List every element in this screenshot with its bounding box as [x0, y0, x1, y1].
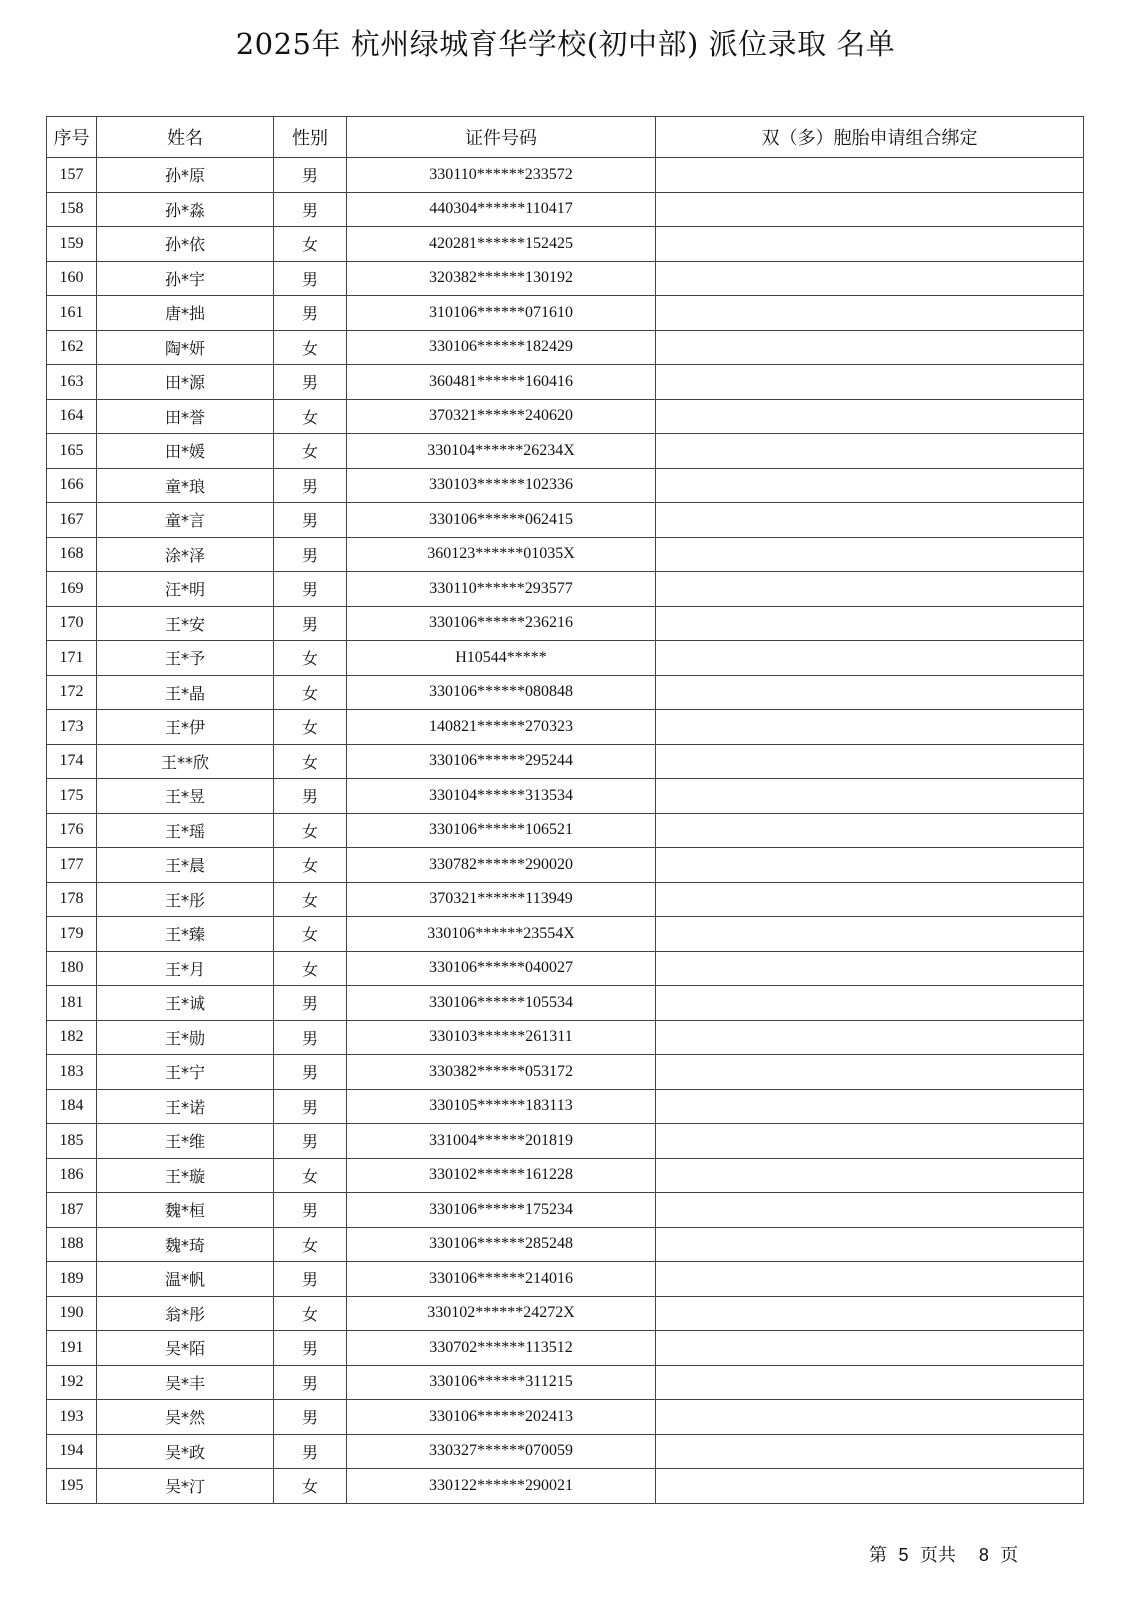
cell-twins-binding — [656, 227, 1084, 262]
cell-id-number: 330106******214016 — [347, 1262, 656, 1297]
cell-index: 165 — [47, 434, 97, 469]
table-row — [47, 710, 1084, 745]
table-row — [47, 813, 1084, 848]
cell-index: 177 — [47, 848, 97, 883]
cell-gender: 男 — [274, 1089, 347, 1124]
cell-id-number: 440304******110417 — [347, 192, 656, 227]
cell-name: 王*诚 — [97, 986, 274, 1021]
cell-twins-binding — [656, 848, 1084, 883]
table-body — [47, 158, 1084, 1504]
cell-twins-binding — [656, 1296, 1084, 1331]
cell-gender: 女 — [274, 399, 347, 434]
cell-name: 吴*政 — [97, 1434, 274, 1469]
cell-index: 167 — [47, 503, 97, 538]
cell-index: 171 — [47, 641, 97, 676]
cell-gender: 男 — [274, 1020, 347, 1055]
cell-twins-binding — [656, 744, 1084, 779]
cell-index: 173 — [47, 710, 97, 745]
cell-name: 王*诺 — [97, 1089, 274, 1124]
cell-gender: 女 — [274, 848, 347, 883]
table-row — [47, 330, 1084, 365]
cell-twins-binding — [656, 1262, 1084, 1297]
cell-twins-binding — [656, 330, 1084, 365]
cell-gender: 男 — [274, 1124, 347, 1159]
cell-twins-binding — [656, 1124, 1084, 1159]
table-row — [47, 468, 1084, 503]
cell-id-number: 330103******102336 — [347, 468, 656, 503]
cell-id-number: 330104******313534 — [347, 779, 656, 814]
table-row — [47, 158, 1084, 193]
cell-twins-binding — [656, 503, 1084, 538]
cell-name: 魏*琦 — [97, 1227, 274, 1262]
cell-gender: 男 — [274, 572, 347, 607]
cell-twins-binding — [656, 1158, 1084, 1193]
cell-name: 王*维 — [97, 1124, 274, 1159]
cell-index: 179 — [47, 917, 97, 952]
cell-name: 孙*依 — [97, 227, 274, 262]
cell-twins-binding — [656, 1331, 1084, 1366]
table-row — [47, 1469, 1084, 1504]
cell-gender: 女 — [274, 641, 347, 676]
cell-index: 185 — [47, 1124, 97, 1159]
cell-id-number: 330106******182429 — [347, 330, 656, 365]
cell-twins-binding — [656, 1365, 1084, 1400]
cell-index: 161 — [47, 296, 97, 331]
cell-id-number: 330106******23554X — [347, 917, 656, 952]
cell-index: 183 — [47, 1055, 97, 1090]
table-row — [47, 917, 1084, 952]
cell-id-number: 360123******01035X — [347, 537, 656, 572]
cell-id-number: 140821******270323 — [347, 710, 656, 745]
cell-gender: 男 — [274, 192, 347, 227]
cell-id-number: 330782******290020 — [347, 848, 656, 883]
cell-gender: 男 — [274, 468, 347, 503]
cell-index: 164 — [47, 399, 97, 434]
cell-name: 孙*宇 — [97, 261, 274, 296]
header-name: 姓名 — [97, 117, 274, 158]
cell-name: 王**欣 — [97, 744, 274, 779]
cell-id-number: 330106******295244 — [347, 744, 656, 779]
cell-name: 王*宁 — [97, 1055, 274, 1090]
cell-name: 陶*妍 — [97, 330, 274, 365]
cell-name: 王*臻 — [97, 917, 274, 952]
footer-middle: 页共 — [919, 1545, 956, 1566]
table-row — [47, 641, 1084, 676]
cell-name: 王*予 — [97, 641, 274, 676]
cell-twins-binding — [656, 434, 1084, 469]
cell-id-number: 331004******201819 — [347, 1124, 656, 1159]
cell-index: 189 — [47, 1262, 97, 1297]
cell-name: 吴*然 — [97, 1400, 274, 1435]
footer-prefix: 第 — [869, 1545, 887, 1566]
cell-name: 涂*泽 — [97, 537, 274, 572]
table-row — [47, 606, 1084, 641]
cell-gender: 男 — [274, 1365, 347, 1400]
cell-name: 王*晶 — [97, 675, 274, 710]
cell-gender: 男 — [274, 779, 347, 814]
table-row — [47, 882, 1084, 917]
cell-name: 田*媛 — [97, 434, 274, 469]
cell-name: 王*彤 — [97, 882, 274, 917]
cell-gender: 男 — [274, 537, 347, 572]
cell-twins-binding — [656, 261, 1084, 296]
cell-id-number: 330106******106521 — [347, 813, 656, 848]
cell-name: 王*勋 — [97, 1020, 274, 1055]
footer-suffix: 页 — [1000, 1545, 1019, 1566]
page-footer — [869, 1541, 1018, 1567]
cell-index: 188 — [47, 1227, 97, 1262]
cell-index: 192 — [47, 1365, 97, 1400]
cell-name: 唐*拙 — [97, 296, 274, 331]
cell-gender: 男 — [274, 1193, 347, 1228]
cell-gender: 男 — [274, 606, 347, 641]
cell-id-number: 330110******233572 — [347, 158, 656, 193]
cell-gender: 女 — [274, 330, 347, 365]
table-row — [47, 1296, 1084, 1331]
cell-gender: 男 — [274, 1434, 347, 1469]
cell-name: 吴*丰 — [97, 1365, 274, 1400]
cell-gender: 男 — [274, 158, 347, 193]
cell-id-number: 330110******293577 — [347, 572, 656, 607]
table-row — [47, 848, 1084, 883]
cell-id-number: 330106******105534 — [347, 986, 656, 1021]
table-row — [47, 675, 1084, 710]
cell-gender: 女 — [274, 710, 347, 745]
header-id: 证件号码 — [347, 117, 656, 158]
cell-name: 王*伊 — [97, 710, 274, 745]
cell-gender: 男 — [274, 986, 347, 1021]
cell-twins-binding — [656, 882, 1084, 917]
header-gender: 性别 — [274, 117, 347, 158]
cell-index: 187 — [47, 1193, 97, 1228]
cell-name: 吴*陌 — [97, 1331, 274, 1366]
cell-id-number: 330106******062415 — [347, 503, 656, 538]
cell-twins-binding — [656, 986, 1084, 1021]
cell-gender: 男 — [274, 296, 347, 331]
table-row — [47, 261, 1084, 296]
table-row — [47, 951, 1084, 986]
cell-twins-binding — [656, 951, 1084, 986]
cell-index: 182 — [47, 1020, 97, 1055]
footer-page-number: 5 — [898, 1545, 909, 1565]
cell-id-number: 330106******202413 — [347, 1400, 656, 1435]
table-row — [47, 779, 1084, 814]
cell-name: 汪*明 — [97, 572, 274, 607]
cell-name: 孙*原 — [97, 158, 274, 193]
table-row — [47, 537, 1084, 572]
cell-id-number: 370321******113949 — [347, 882, 656, 917]
cell-index: 158 — [47, 192, 97, 227]
cell-index: 191 — [47, 1331, 97, 1366]
table-row — [47, 503, 1084, 538]
cell-id-number: H10544***** — [347, 641, 656, 676]
cell-index: 170 — [47, 606, 97, 641]
cell-index: 169 — [47, 572, 97, 607]
cell-id-number: 330106******311215 — [347, 1365, 656, 1400]
table-row — [47, 1124, 1084, 1159]
cell-index: 168 — [47, 537, 97, 572]
table-row — [47, 1400, 1084, 1435]
cell-index: 186 — [47, 1158, 97, 1193]
cell-index: 181 — [47, 986, 97, 1021]
cell-id-number: 330103******261311 — [347, 1020, 656, 1055]
cell-index: 174 — [47, 744, 97, 779]
cell-twins-binding — [656, 158, 1084, 193]
cell-id-number: 330104******26234X — [347, 434, 656, 469]
cell-twins-binding — [656, 1400, 1084, 1435]
cell-twins-binding — [656, 1434, 1084, 1469]
cell-twins-binding — [656, 1089, 1084, 1124]
cell-index: 162 — [47, 330, 97, 365]
cell-index: 184 — [47, 1089, 97, 1124]
cell-gender: 男 — [274, 1262, 347, 1297]
cell-gender: 女 — [274, 434, 347, 469]
cell-id-number: 330106******040027 — [347, 951, 656, 986]
cell-gender: 女 — [274, 1227, 347, 1262]
cell-index: 180 — [47, 951, 97, 986]
cell-twins-binding — [656, 1055, 1084, 1090]
cell-index: 159 — [47, 227, 97, 262]
cell-gender: 男 — [274, 1055, 347, 1090]
cell-twins-binding — [656, 365, 1084, 400]
table-row — [47, 1193, 1084, 1228]
cell-name: 田*源 — [97, 365, 274, 400]
cell-index: 163 — [47, 365, 97, 400]
cell-gender: 男 — [274, 503, 347, 538]
admission-list-table — [46, 116, 1084, 1504]
cell-name: 王*昱 — [97, 779, 274, 814]
cell-gender: 女 — [274, 813, 347, 848]
cell-index: 178 — [47, 882, 97, 917]
cell-index: 190 — [47, 1296, 97, 1331]
cell-gender: 女 — [274, 744, 347, 779]
cell-twins-binding — [656, 779, 1084, 814]
cell-name: 王*晨 — [97, 848, 274, 883]
cell-gender: 女 — [274, 227, 347, 262]
footer-total-pages: 8 — [978, 1545, 989, 1565]
cell-id-number: 330102******24272X — [347, 1296, 656, 1331]
cell-twins-binding — [656, 675, 1084, 710]
cell-twins-binding — [656, 399, 1084, 434]
cell-index: 160 — [47, 261, 97, 296]
table-row — [47, 744, 1084, 779]
cell-gender: 女 — [274, 1296, 347, 1331]
cell-id-number: 330105******183113 — [347, 1089, 656, 1124]
cell-gender: 女 — [274, 882, 347, 917]
cell-twins-binding — [656, 641, 1084, 676]
cell-twins-binding — [656, 572, 1084, 607]
cell-id-number: 420281******152425 — [347, 227, 656, 262]
cell-gender: 女 — [274, 1158, 347, 1193]
cell-name: 王*月 — [97, 951, 274, 986]
cell-name: 温*帆 — [97, 1262, 274, 1297]
table-row — [47, 1365, 1084, 1400]
cell-name: 童*琅 — [97, 468, 274, 503]
table-header-row — [47, 117, 1084, 158]
cell-name: 王*璇 — [97, 1158, 274, 1193]
cell-id-number: 370321******240620 — [347, 399, 656, 434]
cell-index: 194 — [47, 1434, 97, 1469]
cell-id-number: 330382******053172 — [347, 1055, 656, 1090]
table-row — [47, 192, 1084, 227]
cell-twins-binding — [656, 192, 1084, 227]
cell-id-number: 330102******161228 — [347, 1158, 656, 1193]
cell-name: 王*瑶 — [97, 813, 274, 848]
header-twins: 双（多）胞胎申请组合绑定 — [656, 117, 1084, 158]
table-row — [47, 1331, 1084, 1366]
cell-index: 175 — [47, 779, 97, 814]
cell-name: 田*誉 — [97, 399, 274, 434]
table-row — [47, 1020, 1084, 1055]
cell-id-number: 330106******285248 — [347, 1227, 656, 1262]
cell-id-number: 330327******070059 — [347, 1434, 656, 1469]
table-row — [47, 1227, 1084, 1262]
cell-index: 193 — [47, 1400, 97, 1435]
cell-twins-binding — [656, 296, 1084, 331]
table-row — [47, 1055, 1084, 1090]
cell-twins-binding — [656, 813, 1084, 848]
table-row — [47, 227, 1084, 262]
cell-gender: 男 — [274, 1331, 347, 1366]
cell-gender: 男 — [274, 365, 347, 400]
cell-name: 孙*淼 — [97, 192, 274, 227]
cell-id-number: 330122******290021 — [347, 1469, 656, 1504]
cell-twins-binding — [656, 468, 1084, 503]
cell-name: 魏*桓 — [97, 1193, 274, 1228]
page-title: 2025年 杭州绿城育华学校(初中部) 派位录取 名单 — [235, 27, 896, 61]
cell-index: 195 — [47, 1469, 97, 1504]
table-row — [47, 434, 1084, 469]
cell-twins-binding — [656, 1469, 1084, 1504]
table-row — [47, 1158, 1084, 1193]
cell-twins-binding — [656, 1227, 1084, 1262]
cell-name: 童*言 — [97, 503, 274, 538]
cell-id-number: 310106******071610 — [347, 296, 656, 331]
cell-id-number: 330702******113512 — [347, 1331, 656, 1366]
cell-twins-binding — [656, 537, 1084, 572]
cell-name: 王*安 — [97, 606, 274, 641]
cell-gender: 女 — [274, 675, 347, 710]
cell-twins-binding — [656, 606, 1084, 641]
table-row — [47, 1089, 1084, 1124]
cell-index: 172 — [47, 675, 97, 710]
cell-twins-binding — [656, 917, 1084, 952]
table-row — [47, 572, 1084, 607]
table-row — [47, 986, 1084, 1021]
cell-gender: 男 — [274, 1400, 347, 1435]
cell-index: 166 — [47, 468, 97, 503]
cell-name: 吴*汀 — [97, 1469, 274, 1504]
cell-gender: 男 — [274, 261, 347, 296]
cell-id-number: 320382******130192 — [347, 261, 656, 296]
cell-twins-binding — [656, 1193, 1084, 1228]
cell-gender: 女 — [274, 1469, 347, 1504]
cell-twins-binding — [656, 710, 1084, 745]
cell-gender: 女 — [274, 951, 347, 986]
cell-gender: 女 — [274, 917, 347, 952]
cell-id-number: 330106******236216 — [347, 606, 656, 641]
cell-index: 176 — [47, 813, 97, 848]
cell-twins-binding — [656, 1020, 1084, 1055]
cell-index: 157 — [47, 158, 97, 193]
table-row — [47, 399, 1084, 434]
table-row — [47, 296, 1084, 331]
table-row — [47, 1434, 1084, 1469]
header-index: 序号 — [47, 117, 97, 158]
cell-id-number: 330106******175234 — [347, 1193, 656, 1228]
cell-name: 翁*彤 — [97, 1296, 274, 1331]
cell-id-number: 330106******080848 — [347, 675, 656, 710]
table-row — [47, 1262, 1084, 1297]
cell-id-number: 360481******160416 — [347, 365, 656, 400]
table-row — [47, 365, 1084, 400]
